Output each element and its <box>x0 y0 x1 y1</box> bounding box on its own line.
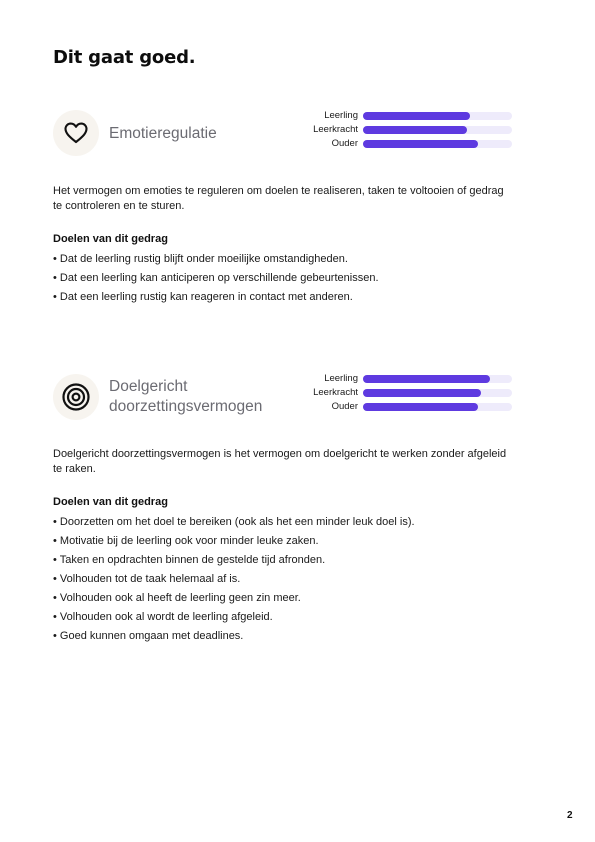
rating-bars <box>293 110 513 152</box>
rating-row-ouder <box>293 401 513 415</box>
rating-fill <box>363 403 478 411</box>
section-header <box>53 110 523 160</box>
rating-track <box>363 375 512 383</box>
section-doelgericht-doorzettingsvermogen <box>53 373 523 646</box>
rating-fill <box>363 389 481 397</box>
rating-fill <box>363 140 478 148</box>
rating-label: Leerling <box>324 373 358 384</box>
rating-bars <box>293 373 513 415</box>
rating-row-leerkracht <box>293 387 513 401</box>
rating-fill <box>363 375 490 383</box>
target-icon <box>53 374 99 420</box>
section-title <box>109 377 262 417</box>
goal-item: • Volhouden ook al wordt de leerling afgeleid. <box>53 611 273 623</box>
rating-track <box>363 389 512 397</box>
rating-track <box>363 140 512 148</box>
rating-track <box>363 112 512 120</box>
goal-item: • Taken en opdrachten binnen de gestelde tijd afronden. <box>53 554 326 566</box>
goals-list <box>53 513 523 646</box>
section-title-line: Doelgericht <box>109 378 188 395</box>
rating-fill <box>363 112 470 120</box>
goal-item: • Doorzetten om het doel te bereiken (ook als het een minder leuk doel is). <box>53 516 415 528</box>
rating-fill <box>363 126 467 134</box>
goal-item: • Motivatie bij de leerling ook voor minder leuke zaken. <box>53 535 319 547</box>
rating-label: Leerkracht <box>313 124 358 135</box>
goals-heading: Doelen van dit gedrag <box>53 496 168 508</box>
goal-item: • Dat een leerling kan anticiperen op verschillende gebeurtenissen. <box>53 272 379 284</box>
page-number: 2 <box>567 810 573 821</box>
rating-row-ouder <box>293 138 513 152</box>
heart-icon <box>53 110 99 156</box>
goal-item: • Dat een leerling rustig kan reageren in contact met anderen. <box>53 291 353 303</box>
section-emotieregulatie <box>53 110 523 307</box>
rating-track <box>363 403 512 411</box>
rating-label: Leerling <box>324 110 358 121</box>
goal-item: • Volhouden tot de taak helemaal af is. <box>53 573 241 585</box>
rating-label: Ouder <box>331 401 358 412</box>
goal-item: • Goed kunnen omgaan met deadlines. <box>53 630 244 642</box>
goals-heading: Doelen van dit gedrag <box>53 233 168 245</box>
rating-label: Leerkracht <box>313 387 358 398</box>
goal-item: • Dat de leerling rustig blijft onder moeilijke omstandigheden. <box>53 253 348 265</box>
section-title-line: doorzettingsvermogen <box>109 398 263 415</box>
goals-list <box>53 250 523 307</box>
rating-row-leerling <box>293 373 513 387</box>
page-title: Dit gaat goed. <box>53 47 196 68</box>
rating-track <box>363 126 512 134</box>
section-title-line: Emotieregulatie <box>109 125 217 142</box>
rating-row-leerkracht <box>293 124 513 138</box>
section-header <box>53 373 523 423</box>
section-description: Het vermogen om emoties te reguleren om doelen te realiseren, taken te voltooien of gedrag te controleren en te sturen. <box>53 185 504 212</box>
rating-row-leerling <box>293 110 513 124</box>
rating-label: Ouder <box>331 138 358 149</box>
section-title <box>109 124 217 144</box>
section-description: Doelgericht doorzettingsvermogen is het vermogen om doelgericht te werken zonder afgeleid te raken. <box>53 448 507 475</box>
goal-item: • Volhouden ook al heeft de leerling geen zin meer. <box>53 592 301 604</box>
